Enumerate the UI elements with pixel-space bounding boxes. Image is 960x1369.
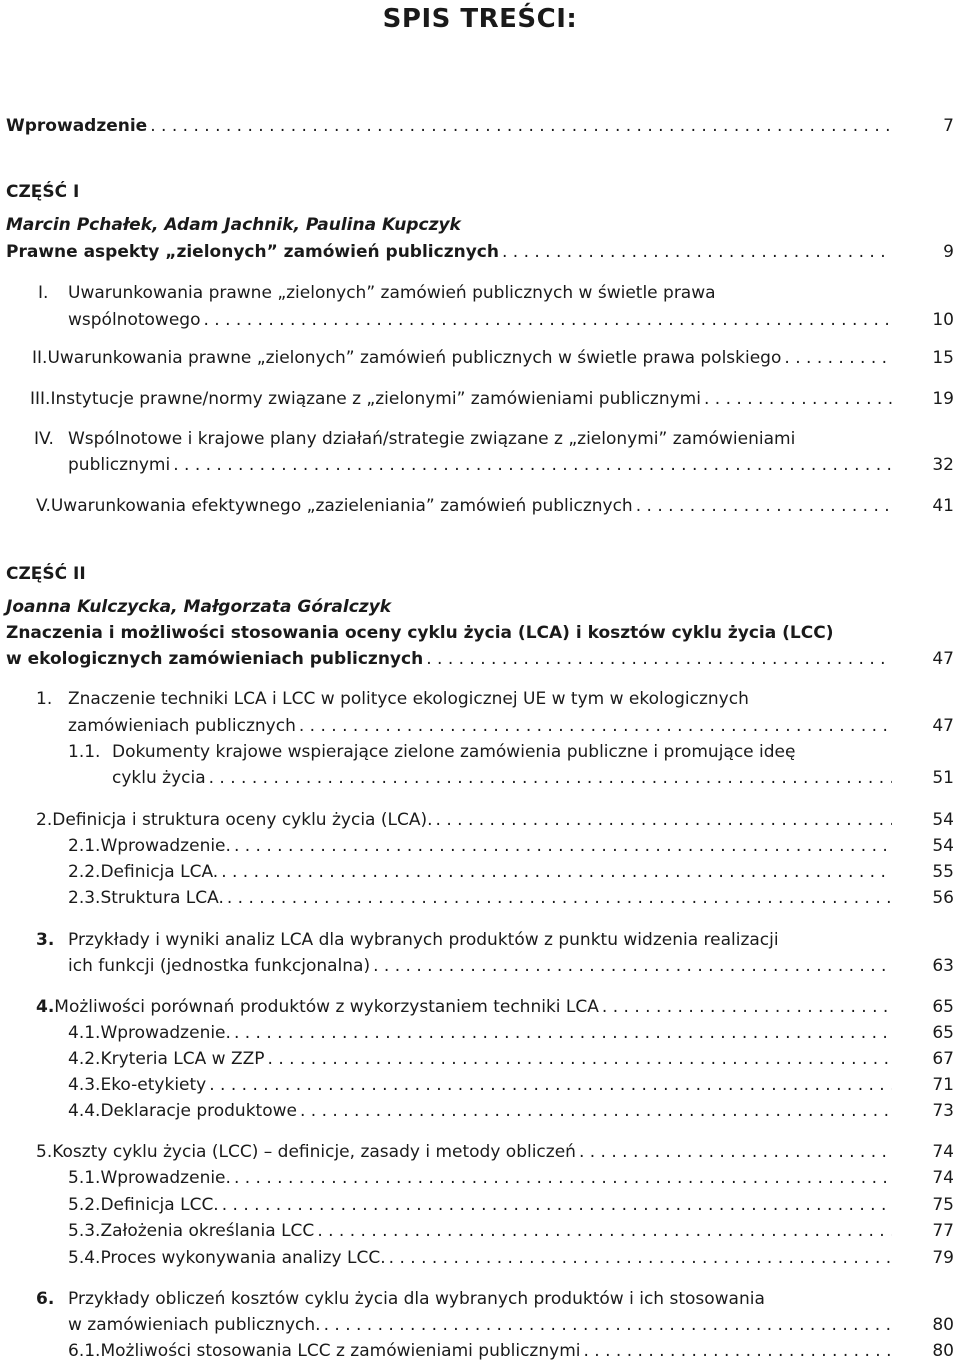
toc-entry-text: Definicja LCC. (100, 1195, 219, 1215)
toc-entry-text: Kryteria LCA w ZZP (100, 1049, 265, 1069)
toc-entry-section-2[interactable] (36, 810, 954, 836)
toc-entry-section-6-line1[interactable] (36, 1289, 765, 1315)
toc-entry-text: cyklu życia (112, 768, 206, 788)
toc-entry-text: Możliwości porównań produktów z wykorzystaniem techniki LCA (54, 997, 599, 1017)
dot-leader (209, 768, 892, 788)
section-number: 2.2. (68, 862, 101, 882)
toc-entry-part2-title-line2[interactable] (6, 649, 954, 675)
toc-entry-section-1-line1[interactable] (36, 689, 749, 715)
toc-entry-section-6-line2[interactable] (68, 1315, 954, 1341)
toc-entry-text: Założenia określania LCC (100, 1221, 315, 1241)
page-number: 74 (932, 1168, 954, 1188)
toc-entry-chapter-2[interactable] (32, 348, 954, 374)
toc-entry-section-5[interactable] (36, 1142, 954, 1168)
toc-entry-section-5-4[interactable] (68, 1248, 954, 1274)
toc-entry-text: Koszty cyklu życia (LCC) – definicje, zasady i metody obliczeń (52, 1142, 576, 1162)
toc-entry-text: Uwarunkowania efektywnego „zazieleniania” zamówień publicznych (50, 496, 633, 516)
chapter-number: II. (32, 348, 48, 368)
part-label: CZĘŚĆ II (6, 564, 86, 584)
toc-entry-text: Wprowadzenie. (100, 836, 231, 856)
page-number: 80 (932, 1315, 954, 1335)
toc-entry-section-4-3[interactable] (68, 1075, 954, 1101)
section-number: 5. (36, 1142, 53, 1162)
toc-entry-text: publicznymi (68, 455, 171, 475)
toc-entry-text: Wprowadzenie. (100, 1023, 231, 1043)
dot-leader (234, 1023, 892, 1043)
page-number: 9 (943, 242, 954, 262)
toc-entry-text: zamówieniach publicznych (68, 716, 296, 736)
toc-entry-section-2-3[interactable] (68, 888, 954, 914)
page-number: 65 (932, 1023, 954, 1043)
section-number: 4. (36, 997, 55, 1017)
section-number: 4.4. (68, 1101, 101, 1121)
toc-entry-text: ich funkcji (jednostka funkcjonalna) (68, 956, 371, 976)
page-number: 73 (932, 1101, 954, 1121)
page-number: 51 (932, 768, 954, 788)
toc-entry-section-2-1[interactable] (68, 836, 954, 862)
chapter-number: III. (30, 389, 51, 409)
toc-entry-text: Wprowadzenie. (100, 1168, 231, 1188)
toc-entry-chapter-4-line1[interactable] (34, 429, 795, 455)
toc-entry-text: Deklaracje produktowe (100, 1101, 297, 1121)
part-label: CZĘŚĆ I (6, 182, 80, 202)
toc-entry-section-5-3[interactable] (68, 1221, 954, 1247)
page-number: 56 (932, 888, 954, 908)
section-number: 5.3. (68, 1221, 101, 1241)
section-number: 2.3. (68, 888, 101, 908)
toc-entry-section-5-2[interactable] (68, 1195, 954, 1221)
toc-entry-text: Proces wykonywania analizy LCC. (100, 1248, 386, 1268)
section-number: 3. (36, 930, 55, 950)
page-number: 55 (932, 862, 954, 882)
dot-leader (268, 1049, 892, 1069)
chapter-number: I. (38, 283, 49, 303)
toc-entry-section-4-4[interactable] (68, 1101, 954, 1127)
dot-leader (203, 310, 892, 330)
toc-entry-section-3-line1[interactable] (36, 930, 779, 956)
toc-entry-section-6-1[interactable] (68, 1341, 954, 1367)
toc-entry-text: Przykłady i wyniki analiz LCA dla wybranych produktów z punktu widzenia realizacji (68, 930, 779, 950)
dot-leader (426, 649, 892, 669)
toc-entry-text: Uwarunkowania prawne „zielonych” zamówień publicznych w świetle prawa (68, 283, 716, 303)
toc-entry-section-4-1[interactable] (68, 1023, 954, 1049)
section-number: 4.2. (68, 1049, 101, 1069)
dot-leader (209, 1075, 892, 1095)
toc-entry-chapter-1-line1[interactable] (38, 283, 716, 309)
dot-leader (299, 716, 892, 736)
toc-entry-chapter-1-line2[interactable] (68, 310, 954, 336)
dot-leader (234, 836, 892, 856)
page-number: 7 (943, 116, 954, 136)
toc-entry-text: Znaczenia i możliwości stosowania oceny cyklu życia (LCA) i kosztów cyklu życia (LCC) (6, 623, 834, 643)
toc-entry-chapter-5[interactable] (36, 496, 954, 522)
page-number: 47 (932, 649, 954, 669)
dot-leader (221, 862, 892, 882)
page-number: 74 (932, 1142, 954, 1162)
toc-entry-section-4-2[interactable] (68, 1049, 954, 1075)
page-number: 32 (932, 455, 954, 475)
page-number: 80 (932, 1341, 954, 1361)
page-title: SPIS TREŚCI: (382, 4, 578, 34)
toc-entry-section-1-1-line1[interactable] (68, 742, 795, 768)
dot-leader (636, 496, 892, 516)
dot-leader (173, 455, 892, 475)
section-number: 5.2. (68, 1195, 101, 1215)
section-number: 2.1. (68, 836, 101, 856)
page-number: 65 (932, 997, 954, 1017)
toc-entry-part2-title-line1[interactable] (6, 623, 833, 649)
toc-entry-section-1-1-line2[interactable] (112, 768, 954, 794)
toc-entry-text: wspólnotowego (68, 310, 201, 330)
section-number: 2. (36, 810, 53, 830)
toc-entry-text: Dokumenty krajowe wspierające zielone zamówienia publiczne i promujące ideę (112, 742, 796, 762)
toc-entry-part1-title[interactable] (6, 242, 954, 268)
dot-leader (234, 1168, 892, 1188)
dot-leader (227, 888, 892, 908)
section-number: 5.1. (68, 1168, 101, 1188)
toc-entry-text: Przykłady obliczeń kosztów cyklu życia dla wybranych produktów i ich stosowania (68, 1289, 765, 1309)
page-number: 47 (932, 716, 954, 736)
chapter-number: V. (36, 496, 51, 516)
section-number: 6.1. (68, 1341, 101, 1361)
toc-entry-section-3-line2[interactable] (68, 956, 954, 982)
toc-entry-section-1-line2[interactable] (68, 716, 954, 742)
toc-entry-text: Prawne aspekty „zielonych” zamówień publicznych (6, 242, 499, 262)
dot-leader (583, 1341, 892, 1361)
toc-entry-text: Uwarunkowania prawne „zielonych” zamówień publicznych w świetle prawa polskiego (47, 348, 782, 368)
page-number: 79 (932, 1248, 954, 1268)
page-number: 77 (932, 1221, 954, 1241)
toc-entry-chapter-3[interactable] (30, 389, 954, 415)
dot-leader (150, 116, 892, 136)
section-number: 4.3. (68, 1075, 101, 1095)
page-number: 54 (932, 836, 954, 856)
toc-entry-text: Definicja i struktura oceny cyklu życia (LCA). (52, 810, 433, 830)
toc-entry-text: w zamówieniach publicznych. (68, 1315, 321, 1335)
toc-entry-intro[interactable] (6, 116, 954, 142)
toc-entry-text: Definicja LCA. (100, 862, 219, 882)
dot-leader (389, 1248, 892, 1268)
dot-leader (502, 242, 892, 262)
dot-leader (704, 389, 892, 409)
toc-entry-section-4[interactable] (36, 997, 954, 1023)
page-number: 75 (932, 1195, 954, 1215)
page-number: 10 (932, 310, 954, 330)
toc-entry-text: Znaczenie techniki LCA i LCC w polityce ekologicznej UE w tym w ekologicznych (68, 689, 749, 709)
toc-entry-text: Wspólnotowe i krajowe plany działań/strategie związane z „zielonymi” zamówieniami (68, 429, 796, 449)
page-number: 67 (932, 1049, 954, 1069)
dot-leader (300, 1101, 892, 1121)
page-number: 19 (932, 389, 954, 409)
section-number: 6. (36, 1289, 55, 1309)
section-number: 5.4. (68, 1248, 101, 1268)
part-authors: Joanna Kulczycka, Małgorzata Góralczyk (6, 597, 392, 617)
part-authors: Marcin Pchałek, Adam Jachnik, Paulina Kupczyk (6, 215, 461, 235)
section-number: 1. (36, 689, 53, 709)
section-number: 1.1. (68, 742, 101, 762)
dot-leader (579, 1142, 892, 1162)
dot-leader (436, 810, 892, 830)
toc-entry-section-5-1[interactable] (68, 1168, 954, 1194)
page-number: 54 (932, 810, 954, 830)
page-number: 41 (932, 496, 954, 516)
toc-entry-text: Struktura LCA. (100, 888, 224, 908)
page-number: 15 (932, 348, 954, 368)
dot-leader (317, 1221, 892, 1241)
page-number: 63 (932, 956, 954, 976)
page-number: 71 (932, 1075, 954, 1095)
toc-entry-chapter-4-line2[interactable] (68, 455, 954, 481)
toc-entry-text: Instytucje prawne/normy związane z „zielonymi” zamówieniami publicznymi (50, 389, 701, 409)
chapter-number: IV. (34, 429, 54, 449)
dot-leader (373, 956, 892, 976)
dot-leader (784, 348, 892, 368)
dot-leader (222, 1195, 892, 1215)
toc-entry-section-2-2[interactable] (68, 862, 954, 888)
toc-entry-text: Wprowadzenie (6, 116, 148, 136)
toc-entry-text: Możliwości stosowania LCC z zamówieniami publicznymi (100, 1341, 581, 1361)
section-number: 4.1. (68, 1023, 101, 1043)
dot-leader (602, 997, 892, 1017)
toc-entry-text: Eko-etykiety (100, 1075, 207, 1095)
dot-leader (324, 1315, 892, 1335)
toc-entry-text: w ekologicznych zamówieniach publicznych (6, 649, 424, 669)
